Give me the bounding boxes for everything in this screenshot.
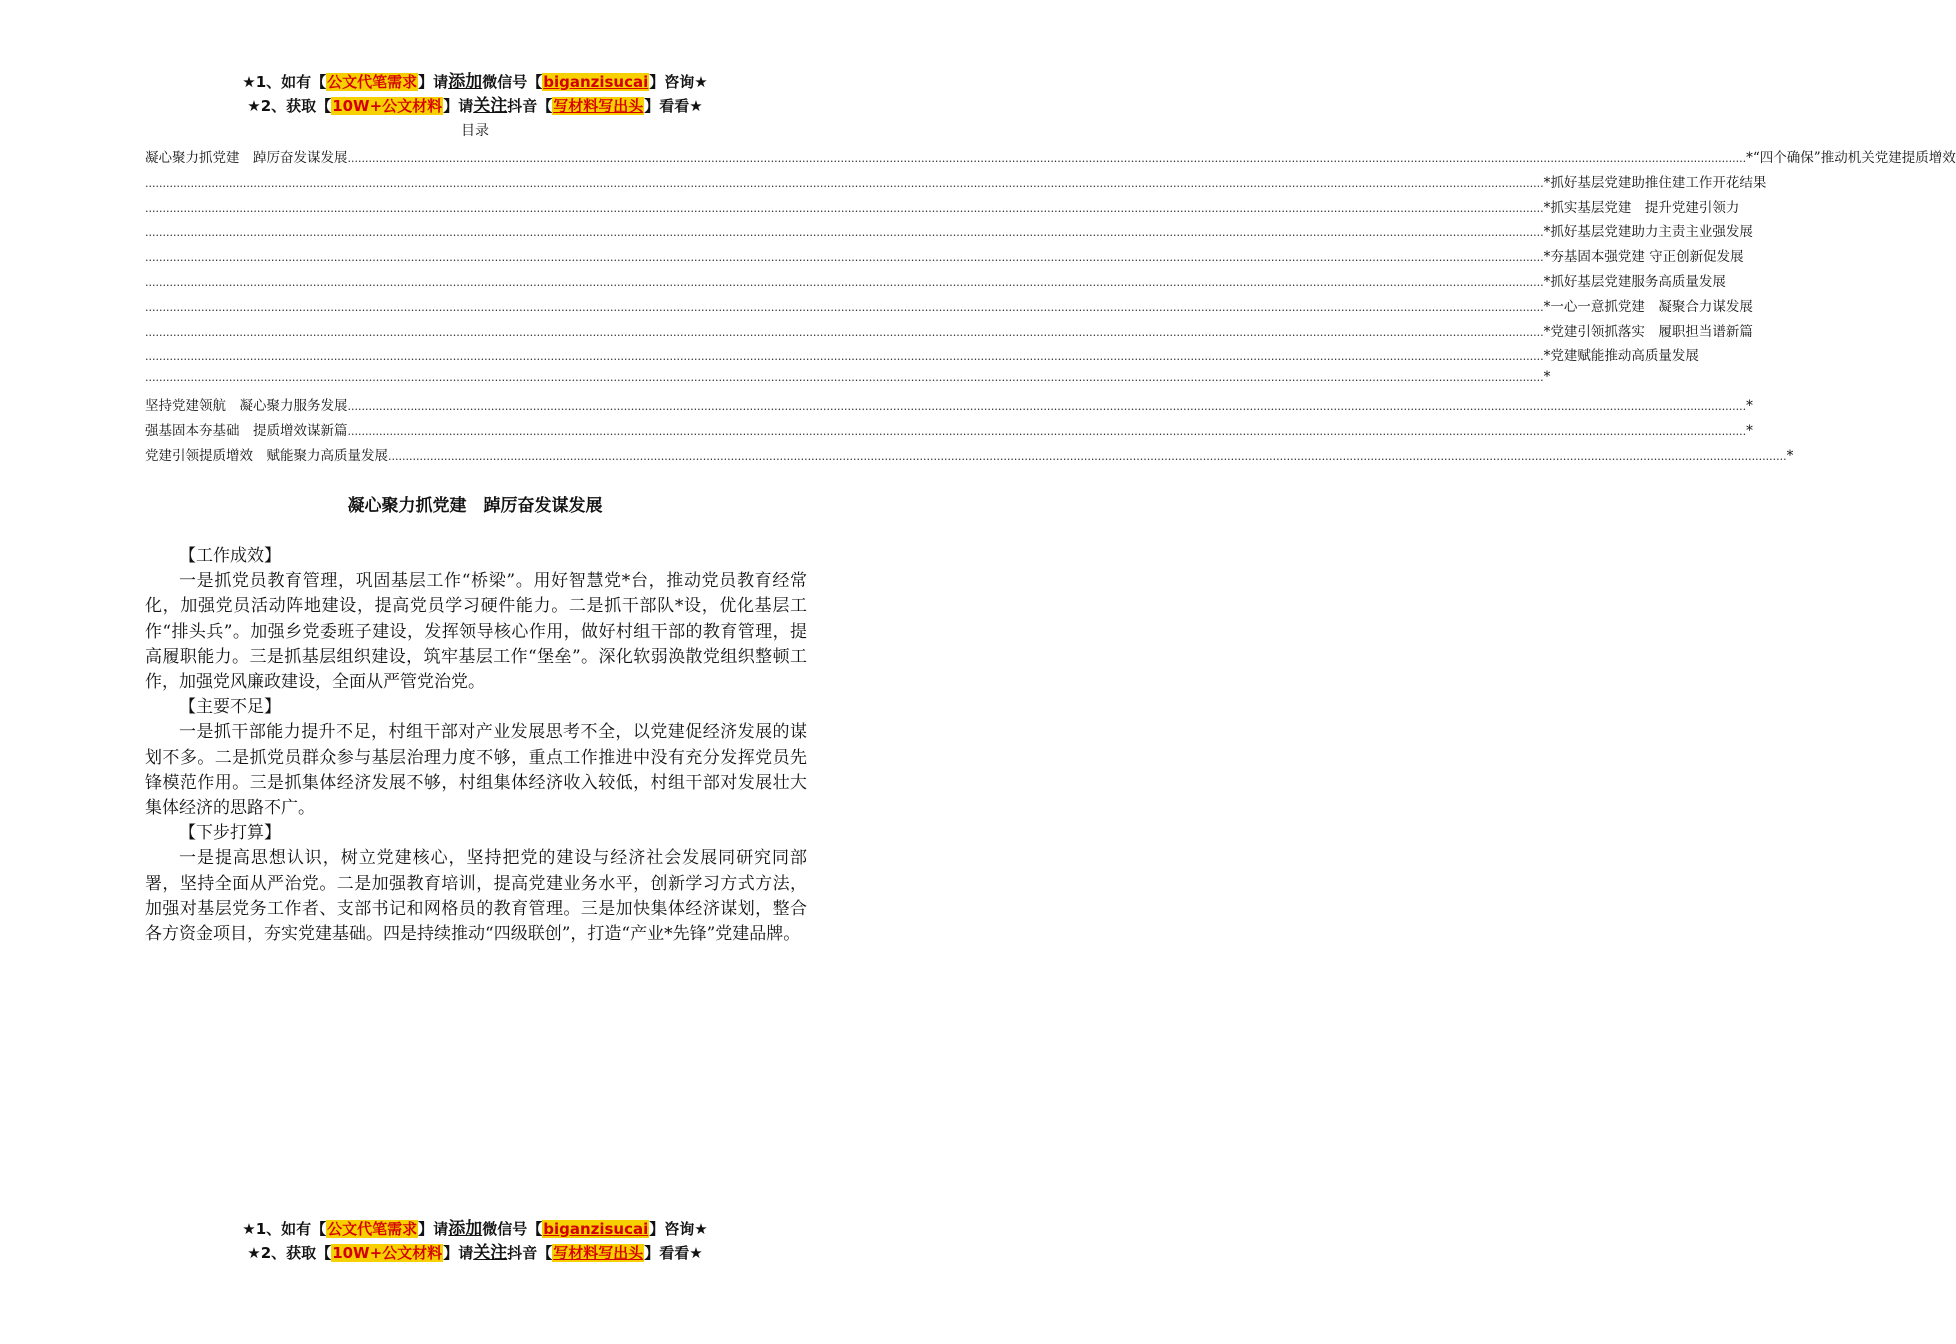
toc-entry[interactable] (145, 270, 1726, 295)
promo-line-1 (0, 1217, 950, 1241)
toc-entry[interactable] (145, 146, 1956, 171)
toc-entry-tail: *党建引领抓落实 履职担当谱新篇 (1543, 323, 1753, 340)
promo-text: 】请 (418, 73, 449, 91)
promo-text: ★1、如有【 (242, 73, 327, 91)
toc-entry[interactable] (145, 295, 1753, 320)
promo-text: 微信号【 (482, 73, 543, 91)
toc-entry[interactable] (145, 196, 1740, 221)
toc-entry-tail: *党建赋能推动高质量发展 (1543, 348, 1699, 365)
toc-entry-tail: *抓好基层党建助力主责主业强发展 (1543, 224, 1753, 241)
promo-highlight: 10W+公文材料 (332, 97, 443, 115)
toc-leader-dots: ................................................................................................................................................................................................................................................................................................................................................................................................................ (388, 449, 1787, 463)
section-heading: 【工作成效】 (179, 546, 281, 566)
promo-text: 抖音【 (507, 1244, 553, 1262)
toc-entry-tail: *夯基固本强党建 守正创新促发展 (1543, 249, 1744, 266)
toc-entry[interactable] (145, 320, 1753, 345)
toc-leader-dots: ................................................................................................................................................................................................................................................................................................................................................................................................................ (347, 424, 1747, 438)
section-paragraph: 一是抓党员教育管理，巩固基层工作“桥梁”。用好智慧党*台，推动党员教育经常化，加强党员活动阵地建设，提高党员学习硬件能力。二是抓干部队*设，优化基层工作“排头兵”。加强乡党委班子建设，发挥领导核心作用，做好村组干部的教育管理，提高履职能力。三是抓基层组织建设，筑牢基层工作“堡垒”。深化软弱涣散党组织整顿工作，加强党风廉政建设，全面从严管党治党。 (145, 571, 807, 693)
toc-title: 目录 (461, 123, 489, 139)
promo-text: 】请 (443, 1244, 474, 1262)
toc-entry-label: 坚持党建领航 凝心聚力服务发展 (145, 397, 348, 414)
promo-text: 】看看★ (644, 97, 703, 115)
douyin-account-link[interactable]: 写材料写出头 (553, 97, 644, 115)
promo-highlight: 10W+公文材料 (332, 1244, 443, 1262)
toc-entry[interactable] (145, 419, 1753, 444)
toc-entry-label: 党建引领提质增效 赋能聚力高质量发展 (145, 447, 388, 464)
section-paragraph: 一是提高思想认识，树立党建核心，坚持把党的建设与经济社会发展同研究同部署，坚持全面从严治党。二是加强教育培训，提高党建业务水平，创新学习方式方法，加强对基层党务工作者、支部书记和网格员的教育管理。三是加快集体经济谋划，整合各方资金项目，夯实党建基础。四是持续推动“四级联创”，打造“产业*先锋”党建品牌。 (145, 848, 807, 945)
section-paragraph: 一是抓干部能力提升不足，村组干部对产业发展思考不全，以党建促经济发展的谋划不多。二是抓党员群众参与基层治理力度不够，重点工作推进中没有充分发挥党员先锋模范作用。三是抓集体经济发展不够，村组集体经济收入较低，村组干部对发展壮大集体经济的思路不广。 (145, 722, 807, 819)
toc-entry-label: 强基固本夯基础 提质增效谋新篇 (145, 422, 348, 439)
toc-entry-tail: *抓实基层党建 提升党建引领力 (1543, 199, 1740, 216)
toc-leader-dots: ................................................................................................................................................................................................................................................................................................................................................................................................................ (145, 275, 1544, 289)
promo-emphasis: 添加 (448, 1219, 483, 1239)
toc-entry[interactable] (145, 245, 1744, 270)
promo-text: 】咨询★ (649, 1220, 708, 1238)
promo-line-2 (0, 94, 950, 118)
toc-entry-tail: * (1786, 447, 1794, 464)
table-of-contents (145, 146, 1956, 468)
toc-entry-tail: *抓好基层党建助推住建工作开花结果 (1543, 174, 1767, 191)
promo-emphasis: 关注 (473, 96, 508, 116)
wechat-id-link[interactable]: biganzisucai (543, 73, 649, 91)
toc-leader-dots: ................................................................................................................................................................................................................................................................................................................................................................................................................ (145, 201, 1544, 215)
toc-entry-tail: * (1746, 422, 1753, 439)
promo-text: 微信号【 (482, 1220, 543, 1238)
promo-line-2 (0, 1241, 950, 1265)
top-promo-banner (0, 70, 950, 118)
wechat-id-link[interactable]: biganzisucai (543, 1220, 649, 1238)
toc-entry-tail: * (1746, 397, 1753, 414)
toc-entry-tail: * (1543, 369, 1551, 386)
toc-entry[interactable] (145, 220, 1753, 245)
toc-entry[interactable] (145, 369, 1551, 394)
toc-leader-dots: ................................................................................................................................................................................................................................................................................................................................................................................................................ (145, 371, 1544, 385)
promo-text: ★1、如有【 (242, 1220, 327, 1238)
toc-entry-tail: *“四个确保”推动机关党建提质增效 (1746, 150, 1956, 166)
promo-highlight: 公文代笔需求 (327, 73, 418, 91)
toc-entry[interactable] (145, 444, 1794, 469)
toc-entry[interactable] (145, 344, 1699, 369)
toc-leader-dots: ................................................................................................................................................................................................................................................................................................................................................................................................................ (145, 176, 1544, 190)
toc-leader-dots: ................................................................................................................................................................................................................................................................................................................................................................................................................ (145, 226, 1544, 240)
toc-leader-dots: ................................................................................................................................................................................................................................................................................................................................................................................................................ (145, 251, 1544, 265)
promo-text: 】看看★ (644, 1244, 703, 1262)
promo-text: ★2、获取【 (247, 97, 332, 115)
promo-emphasis: 添加 (448, 72, 483, 92)
promo-line-1 (0, 70, 950, 94)
article-title: 凝心聚力抓党建 踔厉奋发谋发展 (347, 496, 603, 516)
promo-text: 】咨询★ (649, 73, 708, 91)
article-body (145, 544, 807, 947)
toc-entry[interactable] (145, 171, 1767, 196)
toc-entry-tail: *抓好基层党建服务高质量发展 (1543, 273, 1726, 290)
promo-emphasis: 关注 (473, 1243, 508, 1263)
toc-leader-dots: ................................................................................................................................................................................................................................................................................................................................................................................................................ (145, 350, 1544, 364)
promo-text: ★2、获取【 (247, 1244, 332, 1262)
section-heading: 【下步打算】 (179, 823, 281, 844)
promo-text: 】请 (418, 1220, 449, 1238)
toc-leader-dots: ................................................................................................................................................................................................................................................................................................................................................................................................................ (347, 152, 1747, 165)
promo-highlight: 公文代笔需求 (327, 1220, 418, 1238)
promo-text: 】请 (443, 97, 474, 115)
toc-entry-label: 凝心聚力抓党建 踔厉奋发谋发展 (145, 150, 348, 166)
toc-leader-dots: ................................................................................................................................................................................................................................................................................................................................................................................................................ (145, 325, 1544, 339)
toc-leader-dots: ................................................................................................................................................................................................................................................................................................................................................................................................................ (347, 399, 1747, 413)
bottom-promo-banner (0, 1217, 950, 1265)
toc-leader-dots: ................................................................................................................................................................................................................................................................................................................................................................................................................ (145, 300, 1544, 314)
douyin-account-link[interactable]: 写材料写出头 (553, 1244, 644, 1262)
section-heading: 【主要不足】 (179, 697, 281, 718)
toc-entry[interactable] (145, 394, 1753, 419)
toc-entry-tail: *一心一意抓党建 凝聚合力谋发展 (1543, 298, 1753, 315)
promo-text: 抖音【 (507, 97, 553, 115)
